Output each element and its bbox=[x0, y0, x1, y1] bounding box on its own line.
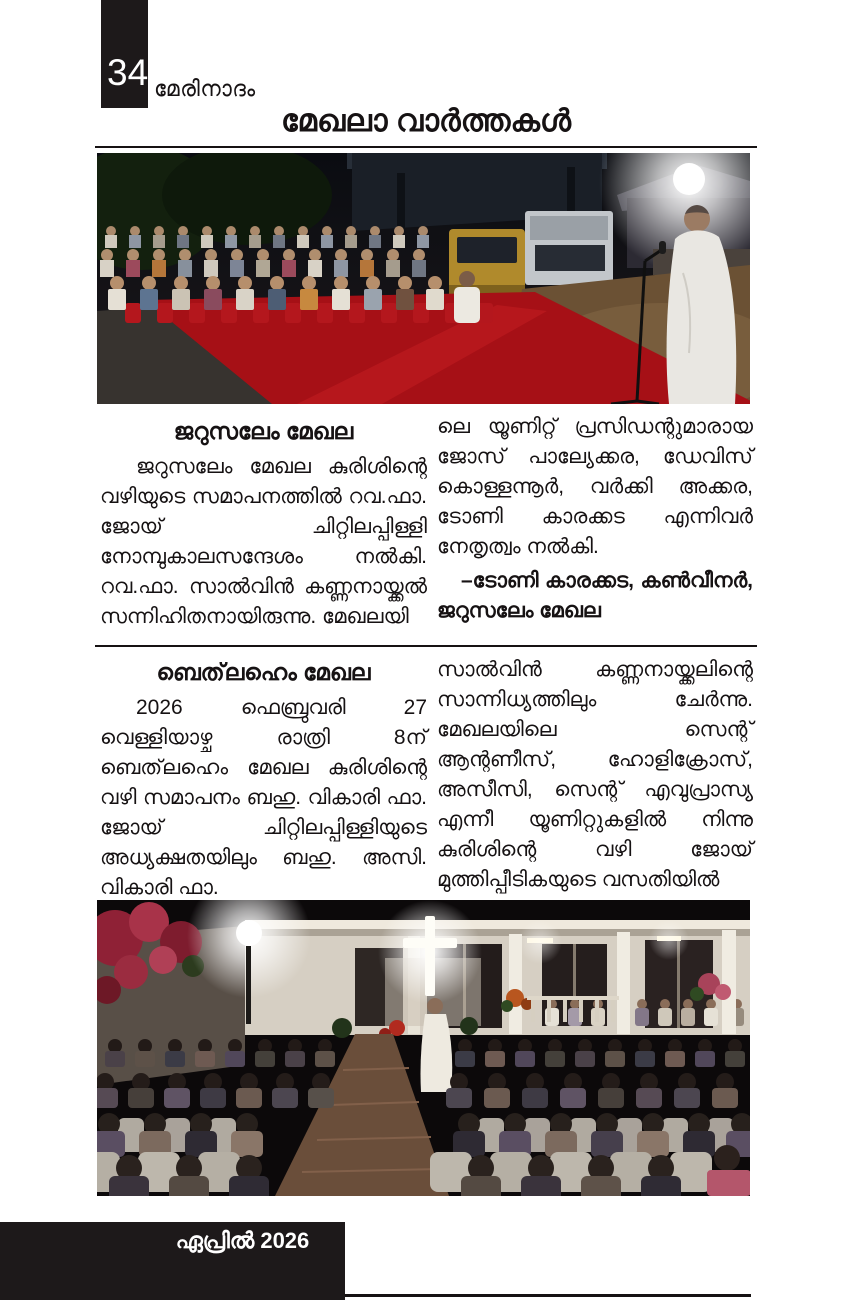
article-jerusalem-byline: –ടോണി കാരക്കട, കൺവീനർ, ജറുസലേം മേഖല bbox=[437, 569, 753, 622]
footer-rule bbox=[345, 1294, 751, 1297]
magazine-title: മേരിനാദം bbox=[154, 76, 256, 101]
article-bethlehem-heading: ബെത്‌ലഹെം മേഖല bbox=[156, 659, 371, 685]
photo-courtyard-cross-art bbox=[97, 900, 750, 1196]
article-jerusalem-body-right: ലെ യൂണിറ്റ് പ്രസിഡന്റുമാരായ ജോസ് പാല്യേക്കര, ഡേവിസ് കൊള്ളന്നൂർ, വർക്കി അക്കര, ടോണി കാരക്കട എന്നിവർ നേതൃത്വം നൽകി. bbox=[437, 415, 753, 558]
footer-issue-box bbox=[0, 1222, 345, 1300]
page-number-box bbox=[101, 0, 148, 108]
article-bethlehem-right-column bbox=[437, 655, 753, 895]
photo-courtyard-cross bbox=[97, 900, 750, 1196]
section-divider-rule bbox=[95, 645, 757, 647]
section-title: മേഖലാ വാർത്തകൾ bbox=[280, 103, 572, 138]
photo-night-gathering-art bbox=[97, 153, 750, 404]
article-bethlehem-body-left: 2026 ഫെബ്രുവരി 27 വെള്ളിയാഴ്ച രാത്രി 8ന് ബെത്‌ലഹെം മേഖല കുരിശിന്റെ വഴി സമാപനം ബഹു. വികാരി ഫാ. ജോയ് ചിറ്റിലപ്പിള്ളിയുടെ അധ്യക്ഷതയിലും ബഹു. അസി. വികാരി ഫാ. bbox=[100, 696, 427, 899]
article-bethlehem-left-column bbox=[100, 657, 427, 903]
article-jerusalem-left-column bbox=[100, 416, 427, 632]
article-jerusalem-right-column bbox=[437, 412, 753, 626]
article-jerusalem-body-left: ജറുസലേം മേഖല കുരിശിന്റെ വഴിയുടെ സമാപനത്തിൽ റവ.ഫാ. ജോയ് ചിറ്റിലപ്പിള്ളി നോമ്പുകാലസന്ദേശം നൽകി. റവ.ഫാ. സാൽവിൻ കണ്ണനായ്ക്കൽ സന്നിഹിതനായിരുന്നു. മേഖലയി bbox=[100, 455, 427, 628]
article-bethlehem-body-right: സാൽവിൻ കണ്ണനായ്ക്കലിന്റെ സാന്നിധ്യത്തിലും ചേർന്നു. മേഖലയിലെ സെന്റ് ആന്റണീസ്, ഹോളിക്രോസ്, അസീസി, സെന്റ് എവുപ്രാസ്യ എന്നീ യൂണിറ്റുകളിൽ നിന്നു കുരിശിന്റെ വഴി ജോയ് മുത്തിപ്പീടികയുടെ വസതിയിൽ bbox=[437, 658, 753, 891]
footer-issue-label: ഏപ്രിൽ 2026 bbox=[175, 1228, 310, 1253]
article-jerusalem-heading: ജറുസലേം മേഖല bbox=[173, 418, 354, 444]
header-rule bbox=[95, 146, 757, 148]
photo-night-gathering bbox=[97, 153, 750, 404]
page-number: 34 bbox=[107, 52, 149, 93]
